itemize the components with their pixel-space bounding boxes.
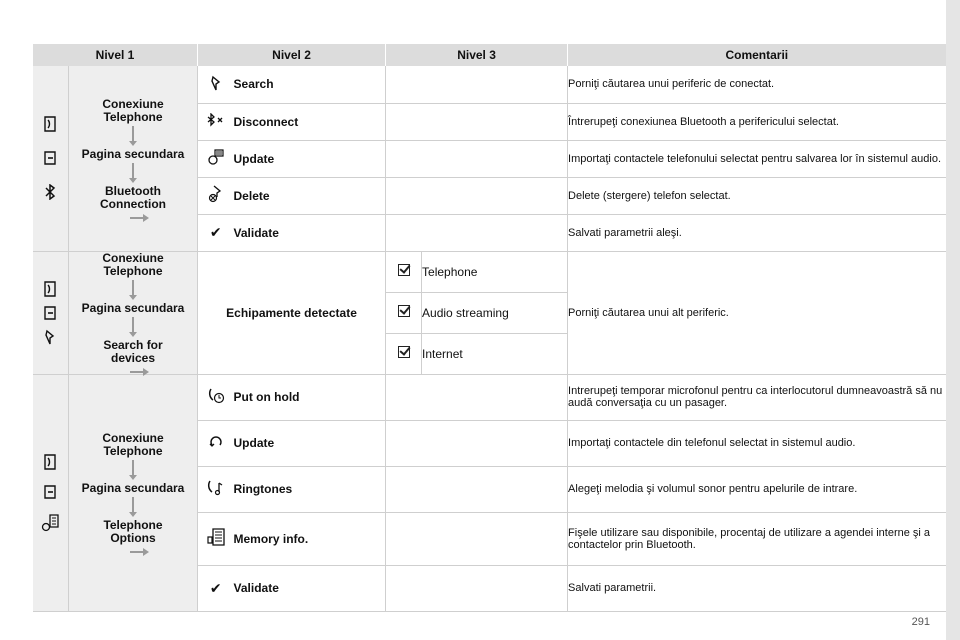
row-comment: Delete (stergere) telefon selectat. [568,177,946,214]
delete-device-icon [198,177,234,214]
header-nivel-2: Nivel 2 [198,44,386,66]
path-step-3: Search for devices [103,338,163,365]
menu-reference-table [32,44,946,612]
row-label: Disconnect [234,103,386,140]
checkbox-icon [386,333,422,374]
row-comment: Importaţi contactele din telefonul selectat in sistemul audio. [568,420,946,466]
table-header-row [33,44,946,66]
level2-label: Echipamente detectate [198,251,386,374]
level3-empty [386,512,568,565]
secondary-page-icon [43,305,57,321]
phone-menu-icon [42,454,58,470]
arrow-down-icon [132,163,134,179]
option-telephone: Telephone [422,251,568,292]
level1-path [69,66,198,251]
level3-empty [386,140,568,177]
row-comment: Întrerupeţi conexiunea Bluetooth a perifericului selectat. [568,103,946,140]
search-devices-icon [42,329,58,345]
arrow-down-icon [132,317,134,333]
phone-menu-icon [42,116,58,132]
row-comment: Porniţi căutarea unui periferic de conectat. [568,66,946,103]
hold-call-icon [198,374,234,420]
arrow-down-icon [132,497,134,513]
level1-path [69,374,198,611]
level3-empty [386,103,568,140]
header-comentarii: Comentarii [568,44,946,66]
row-label: Validate [234,565,386,611]
row-label: Search [234,66,386,103]
level3-empty [386,565,568,611]
arrow-right-icon [130,217,144,219]
page-number: 291 [911,616,930,628]
row-label: Ringtones [234,466,386,512]
option-audio-streaming: Audio streaming [422,292,568,333]
ringtone-icon [198,466,234,512]
arrow-down-icon [132,460,134,476]
arrow-right-icon [130,551,144,553]
path-step-1: Conexiune Telephone [102,96,164,124]
level3-empty [386,66,568,103]
phone-menu-icon [42,281,58,297]
row-label: Update [234,420,386,466]
level1-path [69,251,198,374]
path-step-2: Pagina secundara [81,481,185,495]
checkbox-icon [386,251,422,292]
level1-icons [33,66,69,251]
row-comment: Salvati parametrii aleşi. [568,214,946,251]
page-edge-strip [946,0,960,640]
path-step-3: Telephone Options [103,518,163,545]
option-internet: Internet [422,333,568,374]
table-row [33,66,946,103]
row-label: Memory info. [234,512,386,565]
row-label: Update [234,140,386,177]
secondary-page-icon [43,484,57,500]
row-comment: Salvati parametrii. [568,565,946,611]
header-nivel-1: Nivel 1 [33,44,198,66]
level3-empty [386,420,568,466]
arrow-down-icon [132,126,134,142]
row-label: Delete [234,177,386,214]
telephone-options-icon [41,514,59,532]
checkbox-icon [386,292,422,333]
check-icon: ✔ [198,565,234,611]
table-row [33,374,946,420]
row-label: Validate [234,214,386,251]
refresh-icon [198,420,234,466]
row-label: Put on hold [234,374,386,420]
bluetooth-disconnect-icon [198,103,234,140]
table-row [33,251,946,292]
bluetooth-icon [44,184,56,200]
path-step-3: Bluetooth Connection [100,183,166,211]
path-step-2: Pagina secundara [81,301,185,315]
check-icon: ✔ [198,214,234,251]
level3-empty [386,214,568,251]
update-contacts-icon [198,140,234,177]
secondary-page-icon [43,150,57,166]
path-step-2: Pagina secundara [81,146,185,161]
level1-icons [33,374,69,611]
header-nivel-3: Nivel 3 [386,44,568,66]
row-comment: Alegeţi melodia şi volumul sonor pentru apelurile de intrare. [568,466,946,512]
search-devices-icon [198,66,234,103]
path-step-1: Conexiune Telephone [102,431,164,458]
row-comment: Intrerupeţi temporar microfonul pentru ca interlocutorul dumneavoastră să nu audă conversaţia cu un pasager. [568,374,946,420]
memory-info-icon [198,512,234,565]
arrow-down-icon [132,280,134,296]
level3-empty [386,466,568,512]
row-comment: Fişele utilizare sau disponibile, procentaj de utilizare a agendei interne şi a contactelor prin Bluetooth. [568,512,946,565]
path-step-1: Conexiune Telephone [102,251,164,278]
row-comment: Porniţi căutarea unui alt periferic. [568,251,946,374]
arrow-right-icon [130,371,144,373]
level1-icons [33,251,69,374]
level3-empty [386,177,568,214]
row-comment: Importaţi contactele telefonului selectat pentru salvarea lor în sistemul audio. [568,140,946,177]
level3-empty [386,374,568,420]
